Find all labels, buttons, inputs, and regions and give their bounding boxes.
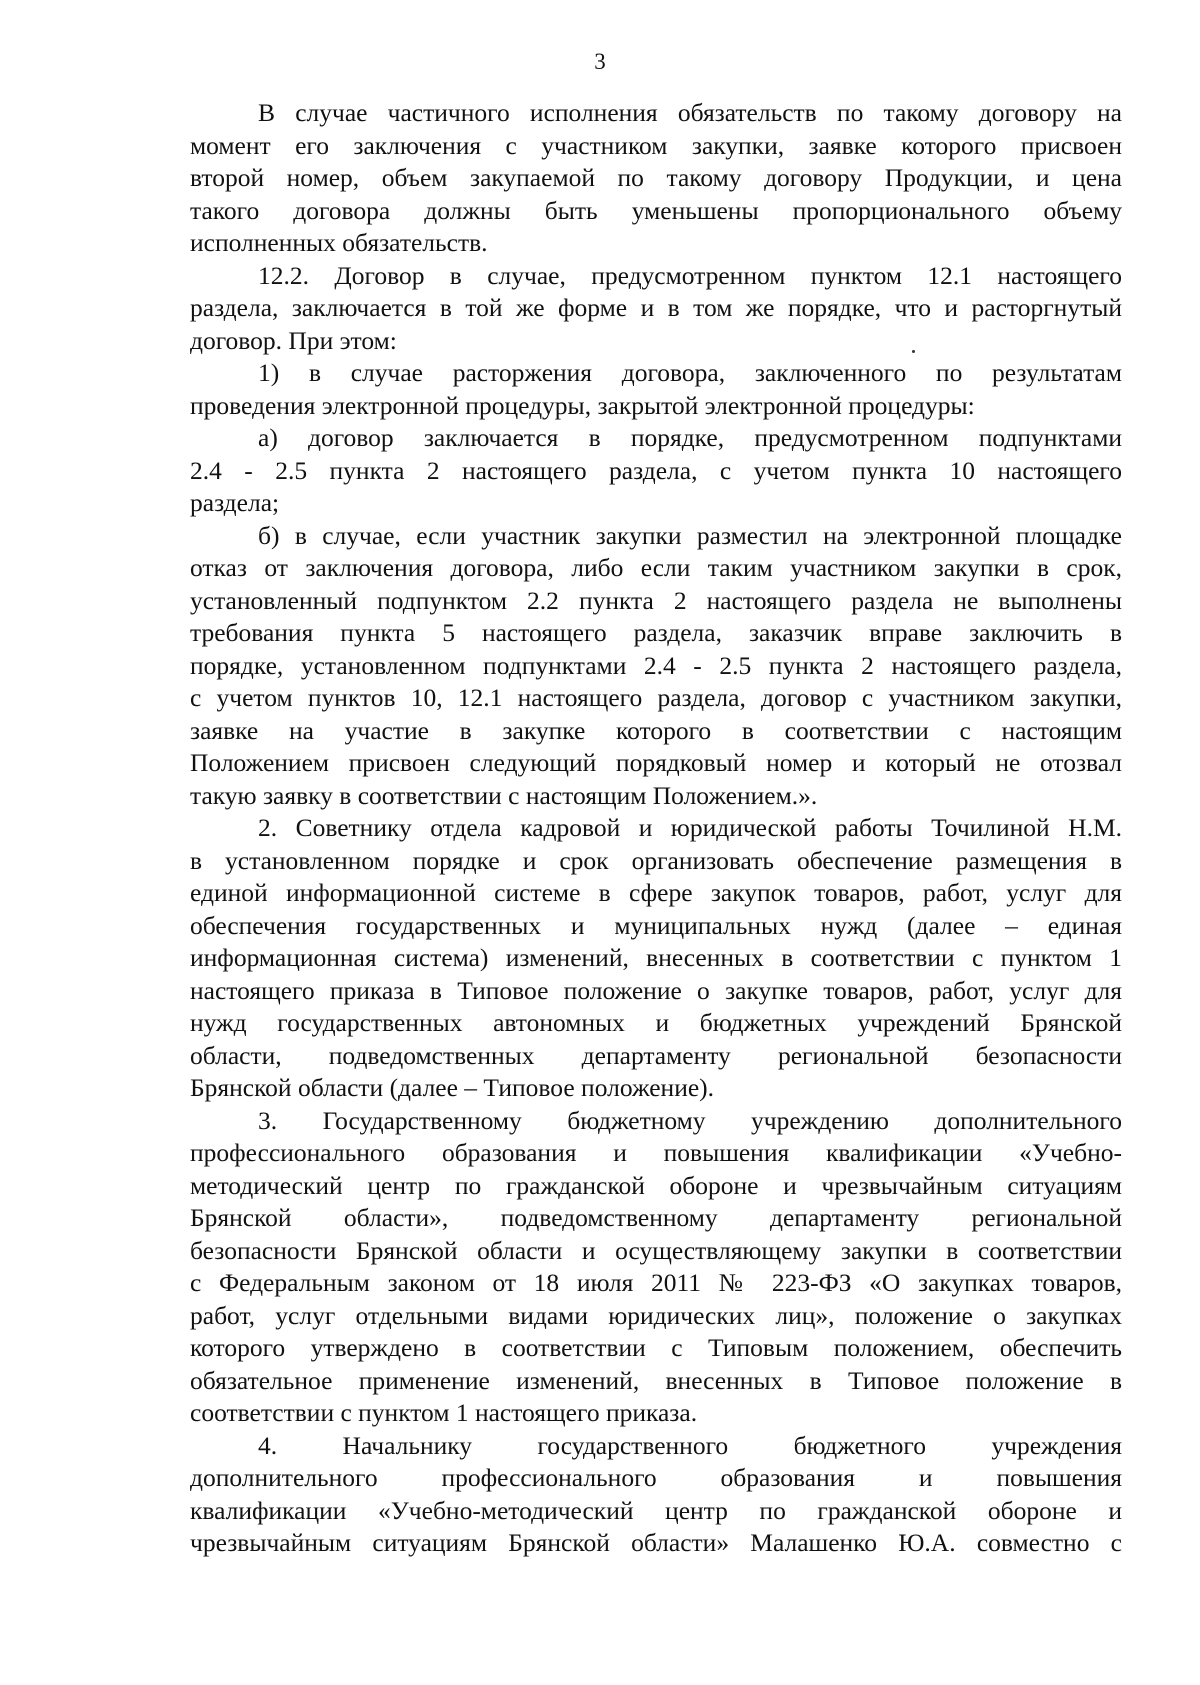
text-line: Брянской области (далее – Типовое положение). (190, 1073, 715, 1102)
text-line: а) договор заключается в порядке, предусмотренном подпунктами (258, 423, 1122, 452)
text-line: установленный подпунктом 2.2 пункта 2 настоящего раздела не выполнены (190, 585, 1122, 615)
text-line: заявке на участие в закупке которого в соответствии с настоящим (190, 715, 1122, 745)
text-line: договор. При этом: (190, 325, 397, 355)
text-line: раздела; (190, 488, 280, 517)
text-line: работ, услуг отдельными видами юридических лиц», положение о закупках (190, 1300, 1122, 1330)
text-line: безопасности Брянской области и осуществляющему закупки в соответствии (190, 1235, 1122, 1265)
text-line: настоящего приказа в Типовое положение о закупке товаров, работ, услуг для (190, 975, 1122, 1005)
text-line: второй номер, объем закупаемой по такому договору Продукции, и цена (190, 163, 1122, 192)
text-line: которого утверждено в соответствии с Типовым положением, обеспечить (190, 1333, 1122, 1362)
text-line: момент его заключения с участником закупки, заявке которого присвоен (190, 130, 1122, 160)
text-line: профессионального образования и повышения квалификации «Учебно- (190, 1138, 1122, 1167)
text-line: 12.2. Договор в случае, предусмотренном пунктом 12.1 настоящего (258, 260, 1122, 290)
text-line: В случае частичного исполнения обязательств по такому договору на (258, 98, 1122, 127)
text-line: обязательное применение изменений, внесенных в Типовое положение в (190, 1365, 1122, 1395)
text-line: области, подведомственных департаменту региональной безопасности (190, 1040, 1122, 1070)
text-line: с Федеральным законом от 18 июля 2011 № 223-ФЗ «О закупках товаров, (190, 1268, 1122, 1297)
text-line: 3. Государственному бюджетному учреждению дополнительного (258, 1105, 1122, 1135)
text-line: Брянской области», подведомственному департаменту региональной (190, 1203, 1122, 1232)
text-line: нужд государственных автономных и бюджетных учреждений Брянской (190, 1008, 1122, 1037)
text-line: проведения электронной процедуры, закрытой электронной процедуры: (190, 390, 975, 420)
text-line: соответствии с пунктом 1 настоящего приказа. (190, 1398, 698, 1427)
text-line: порядке, установленном подпунктами 2.4 - 2.5 пункта 2 настоящего раздела, (190, 650, 1122, 680)
text-line: с учетом пунктов 10, 12.1 настоящего раздела, договор с участником закупки, (190, 683, 1122, 712)
text-line: 2. Советнику отдела кадровой и юридической работы Точилиной Н.М. (258, 813, 1122, 842)
text-line: 4. Начальнику государственного бюджетного учреждения (258, 1430, 1122, 1460)
text-line: 1) в случае расторжения договора, заключенного по результатам (258, 358, 1122, 387)
text-line: отказ от заключения договора, либо если таким участником закупки в срок, (190, 553, 1122, 582)
text-line: требования пункта 5 настоящего раздела, заказчик вправе заключить в (190, 618, 1122, 647)
text-line: обеспечения государственных и муниципальных нужд (далее – единая (190, 910, 1122, 940)
text-line: б) в случае, если участник закупки разместил на электронной площадке (258, 520, 1122, 550)
text-line: информационная система) изменений, внесенных в соответствии с пунктом 1 (190, 943, 1122, 972)
text-line: в установленном порядке и срок организовать обеспечение размещения в (190, 845, 1122, 875)
page-number: 3 (594, 49, 606, 74)
text-line: 2.4 - 2.5 пункта 2 настоящего раздела, с учетом пункта 10 настоящего (190, 455, 1122, 485)
text-line: методический центр по гражданской обороне и чрезвычайным ситуациям (190, 1170, 1122, 1200)
text-line: единой информационной системе в сфере закупок товаров, работ, услуг для (190, 878, 1122, 907)
text-line: Положением присвоен следующий порядковый номер и который не отозвал (190, 748, 1122, 777)
text-line: дополнительного профессионального образования и повышения (190, 1463, 1122, 1492)
text-line: раздела, заключается в той же форме и в том же порядке, что и расторгнутый (190, 293, 1122, 322)
text-line: такого договора должны быть уменьшены пропорционального объему (190, 195, 1122, 225)
text-line: квалификации «Учебно-методический центр по гражданской обороне и (190, 1495, 1122, 1525)
text-line: чрезвычайным ситуациям Брянской области» Малашенко Ю.А. совместно с (190, 1528, 1122, 1557)
text-line: исполненных обязательств. (190, 228, 488, 257)
document-body (190, 97, 1122, 1560)
text-line: такую заявку в соответствии с настоящим Положением.». (190, 780, 818, 810)
